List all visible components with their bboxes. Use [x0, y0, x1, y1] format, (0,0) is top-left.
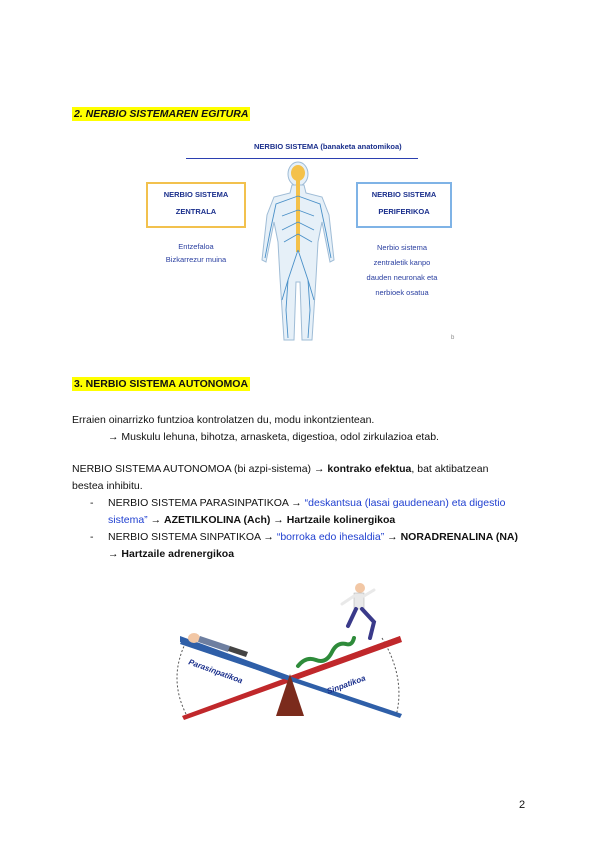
sympathetic-label: Sinpatikoa: [325, 673, 367, 696]
autonomic-subsystems-paragraph: NERBIO SISTEMA AUTONOMOA (bi azpi-sistema) → kontrako efektua, bat aktibatzean bestea inhibitu.: [72, 463, 489, 492]
section-3-heading: 3. NERBIO SISTEMA AUTONOMOA: [74, 378, 249, 390]
parasympathetic-bullet: NERBIO SISTEMA PARASINPATIKOA → “deskantsua (lasai gaudenean) eta digestio sistema” → AZETILKOLINA (Ach) → Hartzaile kolinergikoa: [108, 497, 506, 526]
seesaw-illustration: [170, 578, 420, 720]
central-nervous-system-description: Entzefaloa Bizkarrezur muina: [165, 242, 227, 264]
page-number: 2: [519, 799, 526, 811]
fleeing-person-icon: [342, 583, 374, 638]
figure-corner-mark: b: [451, 335, 455, 341]
bullet-dash: -: [90, 531, 94, 543]
sympathetic-bullet: NERBIO SISTEMA SINPATIKOA → “borroka edo ihesaldia” → NORADRENALINA (NA) → Hartzaile adrenergikoa: [108, 531, 519, 560]
autonomic-intro-paragraph: Erraien oinarrizko funtzioa kontrolatzen du, modu inkontzientean. → Muskulu lehuna, bihotza, arnasketa, digestioa, odol zirkulazioa etab.: [72, 414, 439, 443]
peripheral-nervous-system-box: NERBIO SISTEMA PERIFERIKOA: [356, 182, 452, 228]
peripheral-nervous-system-description: Nerbio sistema zentraletik kanpo dauden neuronak eta nerbioek osatua: [366, 243, 438, 297]
title-divider: [186, 158, 418, 159]
figure-title: NERBIO SISTEMA (banaketa anatomikoa): [254, 142, 402, 151]
bullet-dash: -: [90, 497, 94, 509]
human-body-illustration: [252, 160, 344, 346]
central-nervous-system-box: NERBIO SISTEMA ZENTRALA: [146, 182, 246, 228]
section-2-heading: 2. NERBIO SISTEMAREN EGITURA: [74, 108, 249, 120]
nervous-system-figure: [142, 136, 464, 348]
parasympathetic-label: Parasinpatikoa: [187, 657, 244, 686]
